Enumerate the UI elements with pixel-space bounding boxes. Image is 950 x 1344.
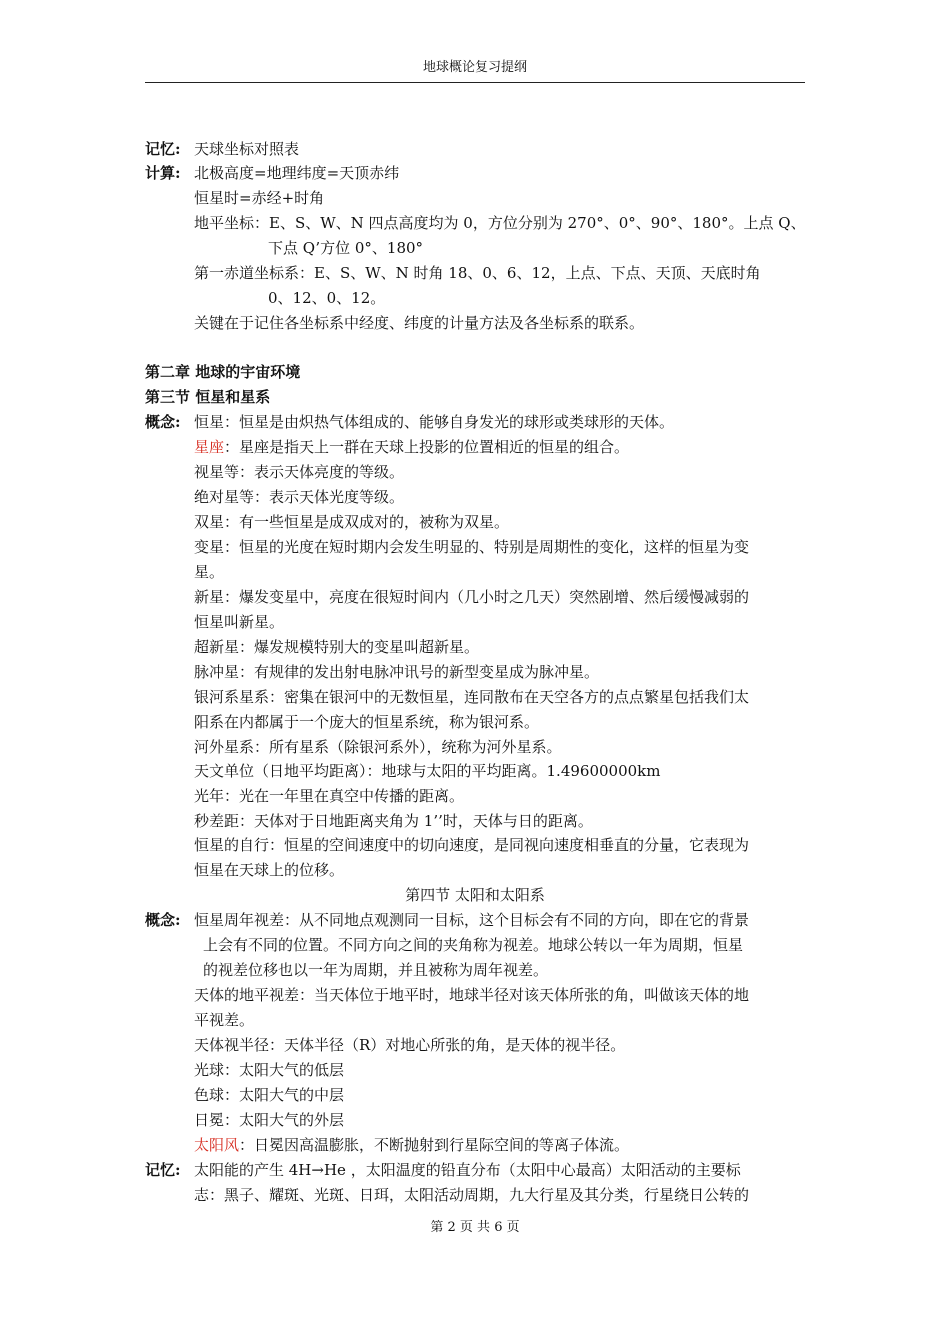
text-line — [203, 934, 743, 956]
line-text: 天文单位（日地平均距离）：地球与太阳的平均距离。1.49600000km — [194, 762, 661, 780]
text-line — [194, 262, 761, 284]
line-text: 双星：有一些恒星是成双成对的，被称为双星。 — [194, 513, 510, 531]
line-text: 上会有不同的位置。不同方向之间的夹角称为视差。地球公转以一年为周期，恒星 — [203, 936, 744, 954]
line-text: 下点 Q’方位 0°、180° — [268, 239, 424, 257]
line-text: 恒星在天球上的位移。 — [194, 861, 345, 879]
text-line — [194, 711, 539, 733]
line-text: 北极高度=地理纬度=天顶赤纬 — [194, 164, 400, 182]
text-line — [194, 736, 562, 758]
line-text: 恒星叫新星。 — [194, 613, 285, 631]
text-line — [194, 1009, 254, 1031]
highlight-term: 太阳风 — [194, 1136, 240, 1154]
text-line — [194, 611, 284, 633]
text-line — [194, 536, 749, 558]
text-line — [194, 1184, 749, 1206]
line-text: 关键在于记住各坐标系中经度、纬度的计量方法及各坐标系的联系。 — [194, 314, 645, 332]
line-text: ：星座是指天上一群在天球上投影的位置相近的恒星的组合。 — [224, 438, 630, 456]
line-text: 平视差。 — [194, 1011, 255, 1029]
line-text: ：日冕因高温膨胀，不断抛射到行星际空间的等离子体流。 — [239, 1136, 630, 1154]
text-line — [194, 636, 479, 658]
line-text: 0、12、0、12。 — [268, 289, 386, 307]
text-line — [194, 511, 509, 533]
text-line — [194, 436, 629, 458]
text-line — [194, 1134, 629, 1156]
text-line — [194, 1084, 344, 1106]
line-text: 地平坐标：E、S、W、N 四点高度均为 0，方位分别为 270°、0°、90°、180°。上点 Q、 — [194, 214, 806, 232]
line-text: 天球坐标对照表 — [194, 140, 300, 158]
text-line — [194, 1059, 344, 1081]
line-text: 阳系在内都属于一个庞大的恒星系统，称为银河系。 — [194, 713, 540, 731]
line-text: 光年：光在一年里在真空中传播的距离。 — [194, 787, 465, 805]
text-line — [194, 1109, 344, 1131]
line-label: 概念: — [145, 413, 181, 431]
line-text: 志：黑子、耀斑、光斑、日珥，太阳活动周期，九大行星及其分类，行星绕日公转的 — [194, 1186, 750, 1204]
line-text: 色球：太阳大气的中层 — [194, 1086, 345, 1104]
text-line — [194, 312, 644, 334]
line-text: 天体的地平视差：当天体位于地平时，地球半径对该天体所张的角，叫做该天体的地 — [194, 986, 750, 1004]
text-line — [194, 686, 749, 708]
section-heading: 第三节 恒星和星系 — [145, 388, 271, 406]
text-line — [194, 486, 404, 508]
text-line — [145, 162, 399, 184]
text-line — [194, 212, 806, 234]
text-line — [194, 834, 749, 856]
line-text: 秒差距：天体对于日地距离夹角为 1’’时，天体与日的距离。 — [194, 812, 593, 830]
text-line — [194, 1034, 625, 1056]
text-line — [145, 386, 270, 408]
text-line — [194, 461, 404, 483]
page-footer: 第 2 页 共 6 页 — [430, 1220, 520, 1235]
line-label: 记忆: — [145, 1161, 181, 1179]
highlight-term: 星座 — [194, 438, 225, 456]
line-label: 概念: — [145, 911, 181, 929]
line-text: 河外星系：所有星系（除银河系外），统称为河外星系。 — [194, 738, 562, 756]
line-text: 第一赤道坐标系：E、S、W、N 时角 18、0、6、12，上点、下点、天顶、天底时角 — [194, 264, 761, 282]
header-rule — [145, 82, 805, 83]
line-text: 天体视半径：天体半径（R）对地心所张的角，是天体的视半径。 — [194, 1036, 626, 1054]
line-text: 超新星：爆发规模特别大的变星叫超新星。 — [194, 638, 480, 656]
text-line — [194, 586, 749, 608]
line-text: 绝对星等：表示天体光度等级。 — [194, 488, 405, 506]
text-line — [145, 1159, 741, 1181]
text-line — [194, 785, 464, 807]
text-line — [194, 561, 224, 583]
line-text: 星。 — [194, 563, 225, 581]
text-line — [268, 237, 423, 259]
line-text: 日冕：太阳大气的外层 — [194, 1111, 345, 1129]
text-line — [268, 287, 385, 309]
section-heading: 第二章 地球的宇宙环境 — [145, 363, 301, 381]
line-text: 的视差位移也以一年为周期，并且被称为周年视差。 — [203, 961, 549, 979]
section-title-center: 第四节 太阳和太阳系 — [405, 886, 545, 904]
line-label: 计算: — [145, 164, 181, 182]
text-line — [203, 959, 548, 981]
line-text: 新星：爆发变星中，亮度在很短时间内（几小时之几天）突然剧增、然后缓慢减弱的 — [194, 588, 750, 606]
text-line — [145, 411, 674, 433]
line-text: 恒星时=赤经+时角 — [194, 189, 325, 207]
line-text: 银河系星系：密集在银河中的无数恒星，连同散布在天空各方的点点繁星包括我们太 — [194, 688, 750, 706]
line-text: 恒星：恒星是由炽热气体组成的、能够自身发光的球形或类球形的天体。 — [194, 413, 675, 431]
text-line — [194, 810, 593, 832]
line-label: 记忆: — [145, 140, 181, 158]
line-text: 变星：恒星的光度在短时期内会发生明显的、特别是周期性的变化，这样的恒星为变 — [194, 538, 750, 556]
line-text: 视星等：表示天体亮度的等级。 — [194, 463, 405, 481]
text-line — [194, 661, 599, 683]
page-header: 地球概论复习提纲 — [422, 60, 527, 75]
text-line — [145, 138, 299, 160]
line-text: 光球：太阳大气的低层 — [194, 1061, 345, 1079]
line-text: 脉冲星：有规律的发出射电脉冲讯号的新型变星成为脉冲星。 — [194, 663, 600, 681]
text-line — [194, 859, 344, 881]
text-line — [0, 884, 950, 906]
line-text: 太阳能的产生 4H→He ，太阳温度的铅直分布（太阳中心最高）太阳活动的主要标 — [194, 1161, 741, 1179]
line-text: 恒星的自行：恒星的空间速度中的切向速度，是同视向速度相垂直的分量，它表现为 — [194, 836, 750, 854]
text-line — [194, 187, 324, 209]
line-text: 恒星周年视差：从不同地点观测同一目标，这个目标会有不同的方向，即在它的背景 — [194, 911, 750, 929]
text-line — [145, 909, 749, 931]
text-line — [194, 760, 660, 782]
text-line — [194, 984, 749, 1006]
text-line — [145, 361, 300, 383]
